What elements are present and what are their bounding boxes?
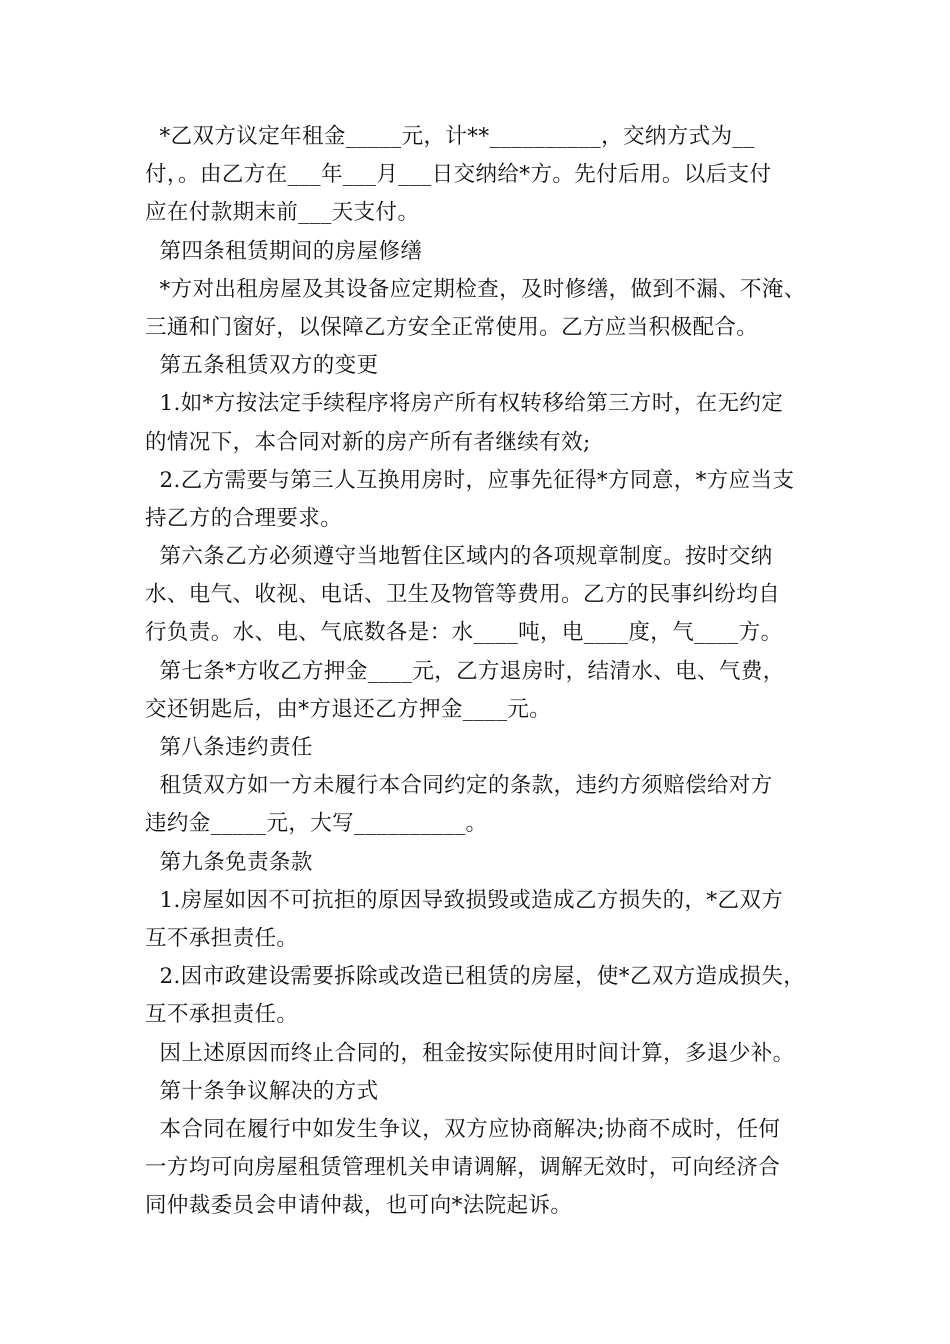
section-heading: 第七条*方收乙方押金____元，乙方退房时，结清水、电、气费， [145, 658, 785, 684]
text-line: 三通和门窗好，以保障乙方安全正常使用。乙方应当积极配合。 [145, 314, 759, 340]
text-line: 同仲裁委员会申请仲裁，也可向*法院起诉。 [145, 1193, 573, 1219]
text-line: 行负责。水、电、气底数各是：水____吨，电____度，气____方。 [145, 620, 783, 646]
text-line: 2.乙方需要与第三人互换用房时，应事先征得*方同意，*方应当支 [145, 467, 795, 493]
section-heading: 第八条违约责任 [145, 735, 313, 760]
section-heading: 第十条争议解决的方式 [145, 1078, 379, 1104]
text-line: 持乙方的合理要求。 [145, 505, 343, 531]
text-line: 2.因市政建设需要拆除或改造已租赁的房屋，使*乙双方造成损失， [145, 964, 806, 990]
document-body [145, 118, 825, 1225]
text-line: 互不承担责任。 [145, 1002, 299, 1028]
text-line: 互不承担责任。 [145, 925, 299, 951]
text-line: 1.如*方按法定手续程序将房产所有权转移给第三方时，在无约定 [145, 391, 784, 417]
text-line: *方对出租房屋及其设备应定期检查，及时修缮，做到不漏、不淹、 [145, 276, 806, 302]
text-line: 1.房屋如因不可抗拒的原因导致损毁或造成乙方损失的，*乙双方 [145, 887, 784, 913]
text-line: 租赁双方如一方未履行本合同约定的条款，违约方须赔偿给对方 [145, 773, 773, 799]
text-line: 本合同在履行中如发生争议，双方应协商解决;协商不成时，任何 [145, 1116, 781, 1142]
text-line: 交还钥匙后，由*方退还乙方押金____元。 [145, 696, 552, 722]
text-line: *乙双方议定年租金_____元，计**__________，交纳方式为__ [145, 124, 755, 149]
section-heading: 第五条租赁双方的变更 [145, 353, 379, 379]
text-line: 应在付款期末前___天支付。 [145, 200, 420, 226]
text-line: 因上述原因而终止合同的，租金按实际使用时间计算，多退少补。 [145, 1040, 795, 1066]
text-line: 付，。由乙方在___年___月___日交纳给*方。先付后用。以后支付 [145, 162, 772, 188]
section-heading: 第九条免责条款 [145, 849, 313, 875]
text-line: 的情况下，本合同对新的房产所有者继续有效; [145, 429, 591, 455]
section-heading: 第四条租赁期间的房屋修缮 [145, 238, 423, 264]
text-line: 一方均可向房屋租赁管理机关申请调解，调解无效时，可向经济合 [145, 1155, 781, 1181]
text-line: 水、电气、收视、电话、卫生及物管等费用。乙方的民事纠纷均自 [145, 582, 781, 608]
text-line: 违约金_____元，大写__________。 [145, 811, 488, 837]
section-heading: 第六条乙方必须遵守当地暂住区域内的各项规章制度。按时交纳 [145, 544, 773, 570]
